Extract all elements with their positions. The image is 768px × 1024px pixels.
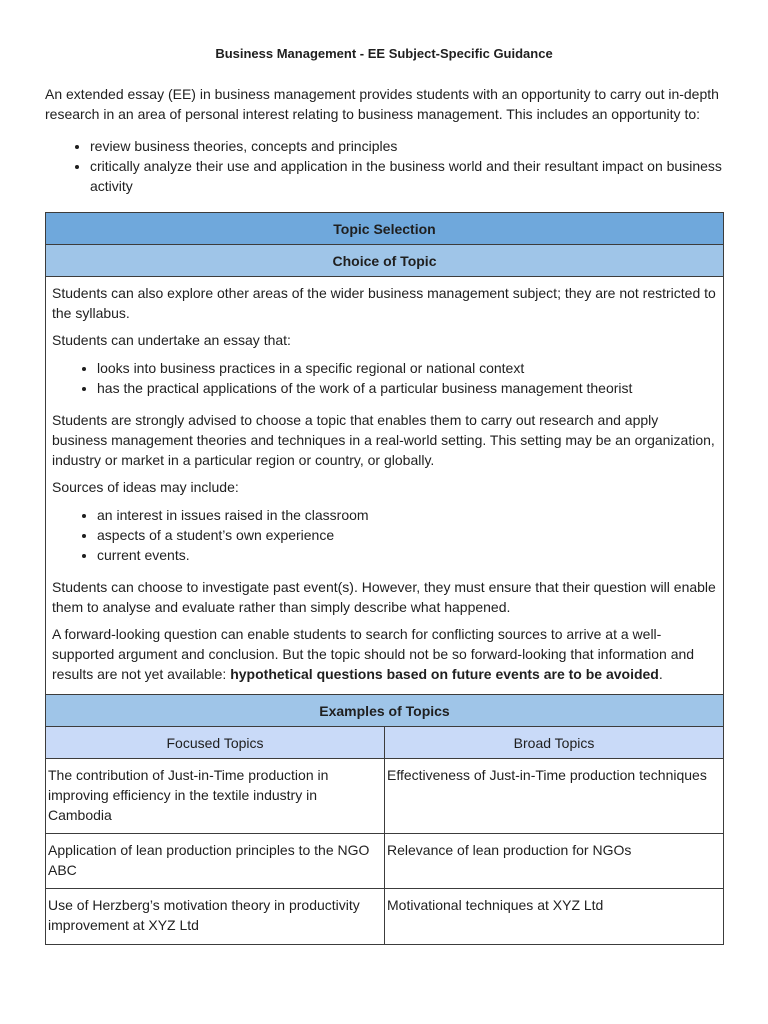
focused-topic-cell: Use of Herzberg’s motivation theory in productivity improvement at XYZ Ltd [46,889,385,945]
paragraph-text: A forward-looking question can enable students to search for conflicting sources to arrive at a well-supported argument and conclusion. But the topic should not be so forward-looking that information and results are not yet available: [52,626,695,682]
document-title: Business Management - EE Subject-Specific Guidance [215,46,553,61]
list-item: • review business theories, concepts and principles [90,136,723,156]
topic-selection-table [45,212,724,945]
intro-bullet-list [45,136,723,196]
topic-selection-header: Topic Selection [46,213,724,245]
intro-paragraph: An extended essay (EE) in business management provides students with an opportunity to carry out in-depth research in an area of personal interest relating to business management. This includes an opportunity to: [45,86,719,122]
focused-topics-column-header: Focused Topics [46,727,385,759]
list-item: • current events. [97,545,717,565]
table-row [46,834,724,889]
sources-of-ideas-list [52,505,717,565]
list-item: • aspects of a student’s own experience [97,525,717,545]
broad-topic-cell: Effectiveness of Just-in-Time production techniques [385,759,724,834]
list-item: • an interest in issues raised in the classroom [97,505,717,525]
paragraph: Students can undertake an essay that: [52,332,291,348]
paragraph: Students can choose to investigate past event(s). However, they must ensure that their question will enable them to analyse and evaluate rather than simply describe what happened. [52,579,716,615]
list-item: • critically analyze their use and application in the business world and their resultant impact on business activity [90,156,723,196]
examples-of-topics-header: Examples of Topics [46,695,724,727]
paragraph: Sources of ideas may include: [52,479,239,495]
list-item: • looks into business practices in a specific regional or national context [97,358,717,378]
broad-topic-cell: Relevance of lean production for NGOs [385,834,724,889]
paragraph: Students can also explore other areas of the wider business management subject; they are not restricted to the syllabus. [52,285,716,321]
focused-topic-cell: The contribution of Just-in-Time production in improving efficiency in the textile industry in Cambodia [46,759,385,834]
choice-of-topic-header: Choice of Topic [46,245,724,277]
broad-topic-cell: Motivational techniques at XYZ Ltd [385,889,724,945]
table-row [46,889,724,945]
paragraph [52,624,717,684]
broad-topics-column-header: Broad Topics [385,727,724,759]
focused-topic-cell: Application of lean production principles to the NGO ABC [46,834,385,889]
paragraph: Students are strongly advised to choose a topic that enables them to carry out research and apply business management theories and techniques in a real-world setting. This setting may be an organization, industry or market in a particular region or country, or globally. [52,412,715,468]
bold-warning-text: hypothetical questions based on future events are to be avoided [230,666,659,682]
list-item: • has the practical applications of the work of a particular business management theorist [97,378,717,398]
table-row [46,759,724,834]
paragraph-text-end: . [658,666,663,682]
choice-of-topic-body [46,277,724,695]
essay-type-list [52,358,717,398]
